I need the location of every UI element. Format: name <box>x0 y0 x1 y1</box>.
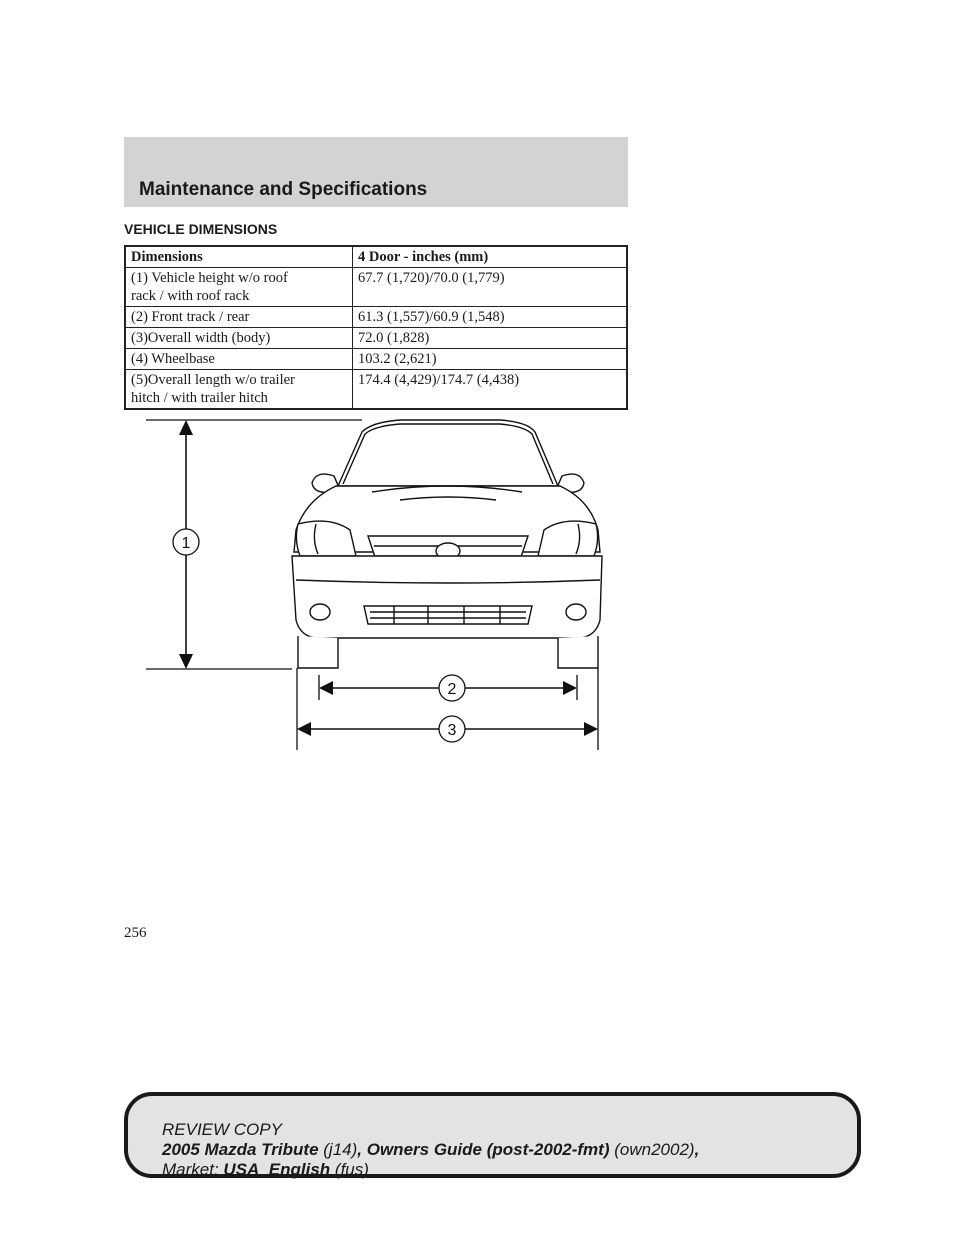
market-name: USA_English <box>223 1160 331 1179</box>
callout-3 <box>439 716 465 742</box>
callout-1-label: 1 <box>181 535 191 552</box>
market-label: Market: <box>162 1160 219 1179</box>
dimension-value: 72.0 (1,828) <box>353 328 628 349</box>
arrow-left-icon <box>319 681 333 695</box>
vehicle-body <box>292 420 602 668</box>
dimension-label: (4) Wheelbase <box>125 349 353 370</box>
arrow-down-icon <box>179 654 193 669</box>
page-number: 256 <box>124 925 147 941</box>
callout-2-label: 2 <box>447 681 457 698</box>
column-header-dimensions: Dimensions <box>125 246 353 268</box>
label-line: rack / with roof rack <box>131 288 250 304</box>
model-code: (j14) <box>323 1140 358 1159</box>
arrow-up-icon <box>179 420 193 435</box>
market-code: (fus) <box>334 1160 369 1179</box>
dimension-label: (3)Overall width (body) <box>125 328 353 349</box>
callout-1 <box>173 529 199 555</box>
label-line: (1) Vehicle height w/o roof <box>131 270 288 286</box>
arrow-left-icon <box>297 722 311 736</box>
review-copy-line: REVIEW COPY <box>162 1120 282 1139</box>
review-copy-footer <box>124 1092 861 1178</box>
guide-name: Owners Guide (post-2002-fmt) <box>366 1140 610 1159</box>
arrow-right-icon <box>584 722 598 736</box>
label-line: (5)Overall length w/o trailer <box>131 372 295 388</box>
section-title: Maintenance and Specifications <box>139 179 428 200</box>
dimension-value: 67.7 (1,720)/70.0 (1,779) <box>353 268 628 307</box>
separator: , <box>357 1140 367 1159</box>
label-line: hitch / with trailer hitch <box>131 390 268 406</box>
vehicle-dimensions-heading: VEHICLE DIMENSIONS <box>124 221 278 237</box>
market-line <box>162 1160 857 1180</box>
model-name: 2005 Mazda Tribute <box>162 1140 319 1159</box>
guide-code: (own2002) <box>614 1140 695 1159</box>
dimension-value: 103.2 (2,621) <box>353 349 628 370</box>
column-header-4-door: 4 Door - inches (mm) <box>353 246 628 268</box>
arrow-right-icon <box>563 681 577 695</box>
callout-2 <box>439 675 465 701</box>
callout-3-label: 3 <box>447 722 457 739</box>
dimension-value: 61.3 (1,557)/60.9 (1,548) <box>353 307 628 328</box>
dimension-label: (2) Front track / rear <box>125 307 353 328</box>
dimension-value: 174.4 (4,429)/174.7 (4,438) <box>353 370 628 410</box>
publication-line <box>162 1140 857 1160</box>
separator: , <box>694 1140 700 1159</box>
